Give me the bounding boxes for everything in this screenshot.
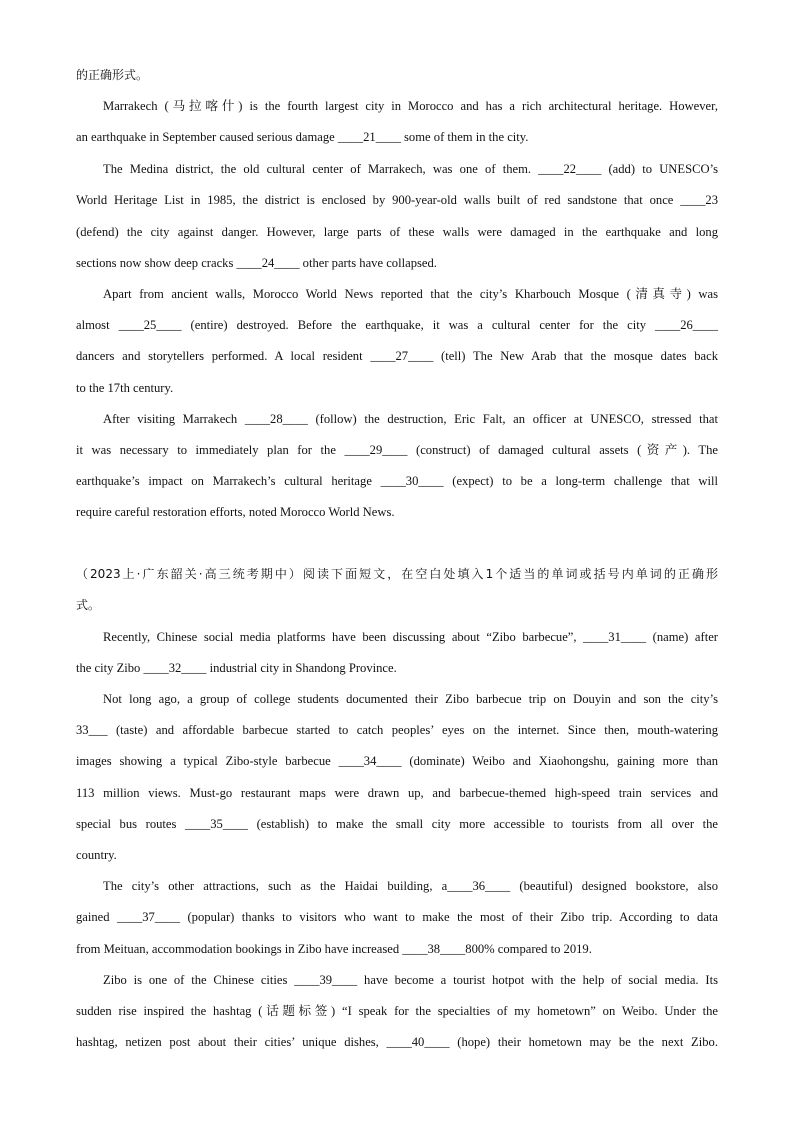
text-line: World Heritage List in 1985, the district is enclosed by 900-year-old walls built of red sandstone that once ____23 xyxy=(76,193,718,207)
text-line: images showing a typical Zibo-style barbecue ____34____ (dominate) Weibo and Xiaohongshu, gaining more than xyxy=(76,754,718,768)
text-line: 式。 xyxy=(76,598,101,612)
text-line: 113 million views. Must-go restaurant maps were drawn up, and barbecue-themed high-speed train services and xyxy=(76,786,718,800)
text-line: Not long ago, a group of college students documented their Zibo barbecue trip on Douyin and son the city’s xyxy=(103,692,718,706)
text-line: country. xyxy=(76,848,117,862)
text-line: to the 17th century. xyxy=(76,381,174,395)
text-line: The city’s other attractions, such as the Haidai building, a____36____ (beautiful) designed bookstore, also xyxy=(103,879,718,893)
text-line: the city Zibo ____32____ industrial city in Shandong Province. xyxy=(76,661,397,675)
text-line: Zibo is one of the Chinese cities ____39____ have become a tourist hotpot with the help of social media. Its xyxy=(103,973,718,987)
text-line: 33___ (taste) and affordable barbecue started to catch peoples’ eyes on the internet. Since then, mouth-watering xyxy=(76,723,718,737)
text-line: an earthquake in September caused serious damage ____21____ some of them in the city. xyxy=(76,130,529,144)
text-line: special bus routes ____35____ (establish) to make the small city more accessible to tourists from all over the xyxy=(76,817,718,831)
section-heading: （2023上·广东韶关·高三统考期中）阅读下面短文，在空白处填入1个适当的单词或括号内单词的正确形 xyxy=(76,567,718,581)
text-line: require careful restoration efforts, noted Morocco World News. xyxy=(76,505,395,519)
text-line: gained ____37____ (popular) thanks to visitors who want to make the most of their Zibo trip. According to data xyxy=(76,910,718,924)
text-line: The Medina district, the old cultural center of Marrakech, was one of them. ____22____ (add) to UNESCO’s xyxy=(103,162,718,176)
text-line: Recently, Chinese social media platforms have been discussing about “Zibo barbecue”, ____31____ (name) after xyxy=(103,630,718,644)
text-line: dancers and storytellers performed. A local resident ____27____ (tell) The New Arab that the mosque dates back xyxy=(76,349,718,363)
text-line: it was necessary to immediately plan for the ____29____ (construct) of damaged cultural assets (资产). The xyxy=(76,443,718,457)
text-line: After visiting Marrakech ____28____ (follow) the destruction, Eric Falt, an officer at UNESCO, stressed that xyxy=(103,412,718,426)
text-line: (defend) the city against danger. However, large parts of these walls were damaged in the earthquake and long xyxy=(76,225,718,239)
text-line: 的正确形式。 xyxy=(76,68,149,82)
text-line: Apart from ancient walls, Morocco World News reported that the city’s Kharbouch Mosque (清真寺) was xyxy=(103,287,718,301)
text-line: sudden rise inspired the hashtag (话题标签) “I speak for the specialties of my hometown” on Weibo. Under the xyxy=(76,1004,718,1018)
text-line: from Meituan, accommodation bookings in Zibo have increased ____38____800% compared to 2019. xyxy=(76,942,592,956)
text-line: almost ____25____ (entire) destroyed. Before the earthquake, it was a cultural center for the city ____26____ xyxy=(76,318,718,332)
text-line: hashtag, netizen post about their cities’ unique dishes, ____40____ (hope) their hometown may be the next Zibo. xyxy=(76,1035,718,1049)
text-line: sections now show deep cracks ____24____ other parts have collapsed. xyxy=(76,256,437,270)
text-line: Marrakech (马拉喀什) is the fourth largest city in Morocco and has a rich architectural heritage. However, xyxy=(103,99,718,113)
text-line: earthquake’s impact on Marrakech’s cultural heritage ____30____ (expect) to be a long-term challenge that will xyxy=(76,474,718,488)
